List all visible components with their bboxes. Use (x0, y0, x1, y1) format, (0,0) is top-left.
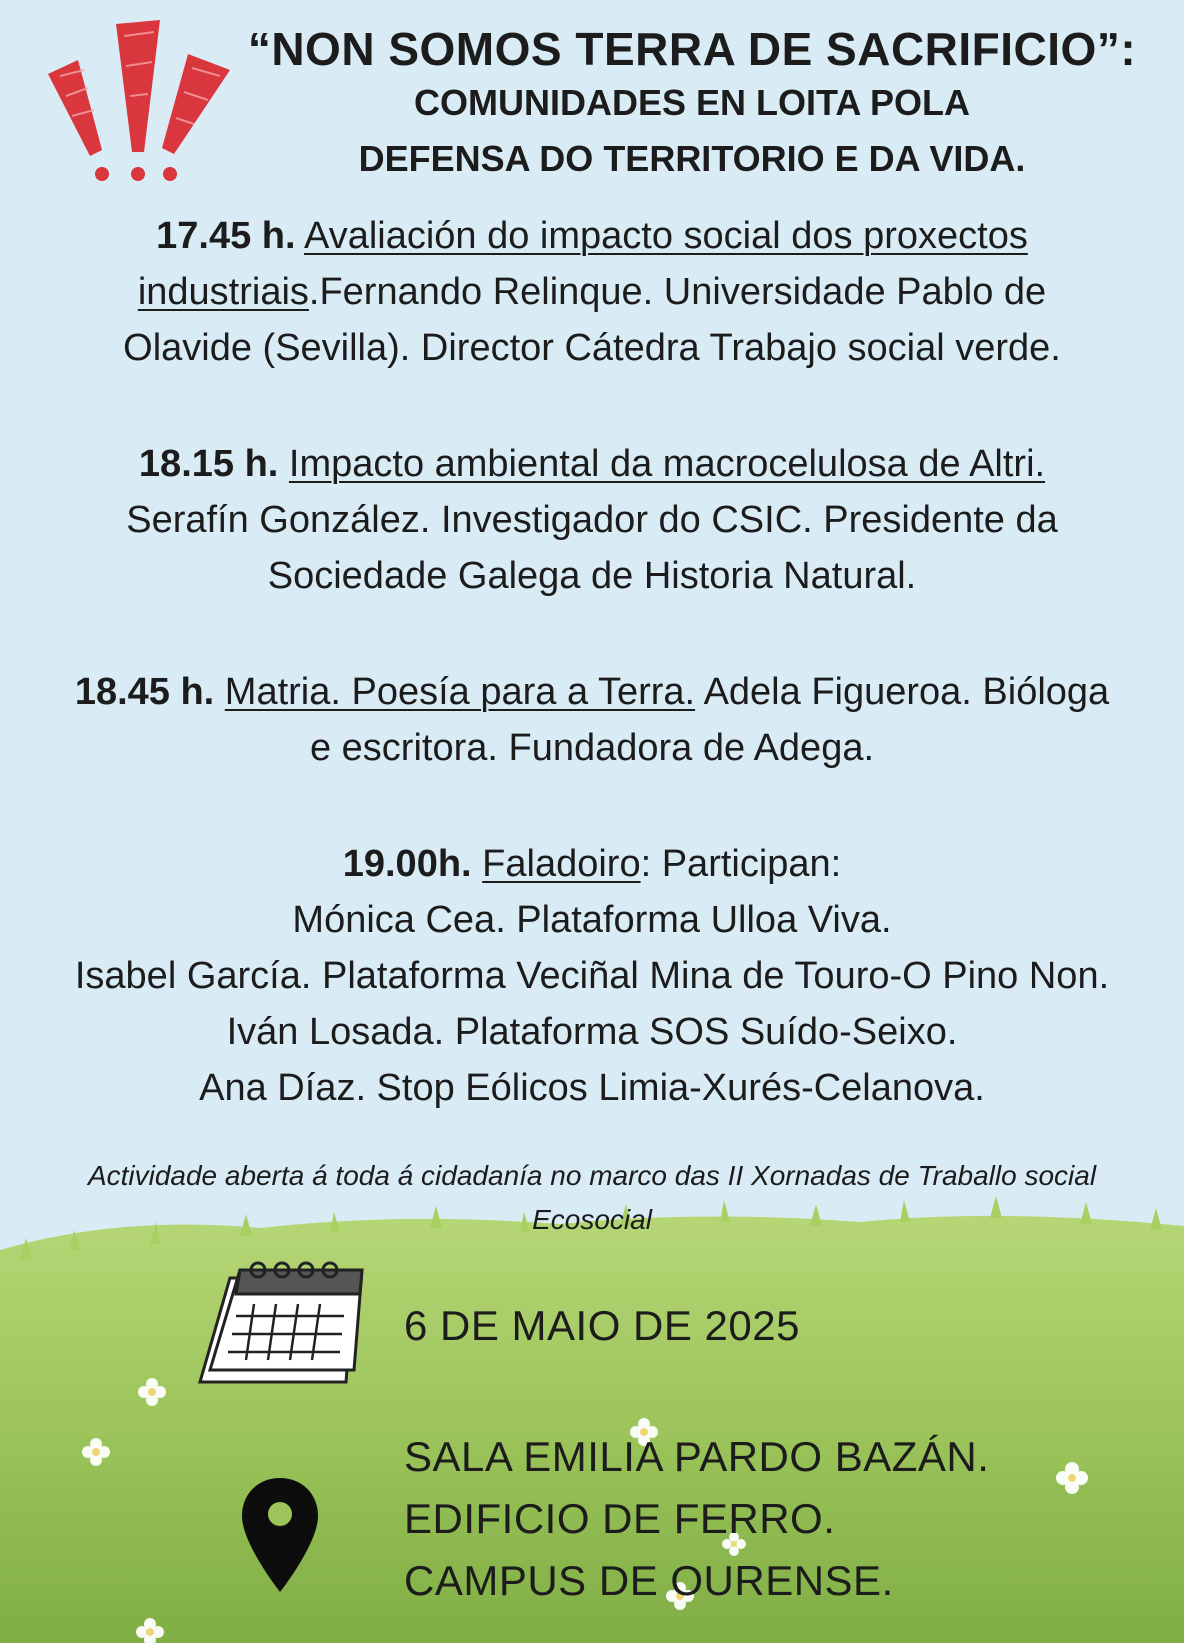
schedule-item-1815 (0, 436, 1184, 604)
schedule-speaker: Adela Figueroa. Bióloga (695, 671, 1110, 713)
schedule-line (0, 436, 1184, 492)
venue-line1: SALA EMILIA PARDO BAZÁN. (404, 1433, 990, 1480)
schedule-topic: Faladoiro (482, 843, 641, 885)
schedule-line (0, 208, 1184, 264)
schedule-time: 17.45 h. (156, 215, 296, 257)
schedule-speaker-line: Serafín González. Investigador do CSIC. Presidente da (126, 499, 1058, 541)
participant-line: Ana Díaz. Stop Eólicos Limia-Xurés-Celanova. (199, 1067, 985, 1109)
schedule-line (0, 264, 1184, 320)
poster-subtitle-line2: DEFENSA DO TERRITORIO E DA VIDA. (358, 138, 1026, 179)
event-venue (404, 1426, 989, 1612)
event-date: 6 DE MAIO DE 2025 (404, 1302, 800, 1349)
activity-note-line1: Actividade aberta á toda á cidadanía no marco das II Xornadas de Traballo social (87, 1160, 1097, 1191)
poster-subtitle-line1: COMUNIDADES EN LOITA POLA (414, 82, 970, 123)
poster-title: “NON SOMOS TERRA DE SACRIFICIO”: (247, 23, 1137, 75)
schedule-participants-label: : Participan: (640, 843, 842, 885)
calendar-icon (196, 1260, 368, 1390)
schedule-speaker-line: Olavide (Sevilla). Director Cátedra Trabajo social verde. (123, 327, 1061, 369)
participant-line: Iván Losada. Plataforma SOS Suído-Seixo. (226, 1011, 958, 1053)
schedule-topic: industriais (137, 271, 309, 313)
schedule-time: 18.15 h. (138, 443, 279, 485)
schedule-time: 19.00h. (342, 843, 472, 885)
schedule-topic: Impacto ambiental da macrocelulosa de Altri. (288, 443, 1046, 485)
venue-line3: CAMPUS DE OURENSE. (404, 1557, 894, 1604)
activity-note-line2: Ecosocial (532, 1204, 652, 1235)
location-pin-icon (240, 1476, 320, 1594)
schedule-item-1900 (0, 836, 1184, 1116)
schedule-speaker-line: e escritora. Fundadora de Adega. (309, 727, 875, 769)
schedule-line (0, 664, 1184, 720)
schedule-speaker: .Fernando Relinque. Universidade Pablo de (308, 271, 1047, 313)
schedule-time: 18.45 h. (74, 671, 215, 713)
schedule-speaker-line: Sociedade Galega de Historia Natural. (267, 555, 917, 597)
participant-line: Isabel García. Plataforma Veciñal Mina de Touro-O Pino Non. (74, 955, 1110, 997)
participant-line: Mónica Cea. Plataforma Ulloa Viva. (292, 899, 892, 941)
venue-line2: EDIFICIO DE FERRO. (404, 1495, 836, 1542)
activity-note (0, 1154, 1184, 1242)
schedule-item-1845 (0, 664, 1184, 776)
schedule-topic: Avaliación do impacto social dos proxectos (304, 215, 1028, 257)
schedule-line (0, 836, 1184, 892)
schedule-topic: Matria. Poesía para a Terra. (224, 671, 696, 713)
schedule-item-1745 (0, 208, 1184, 376)
